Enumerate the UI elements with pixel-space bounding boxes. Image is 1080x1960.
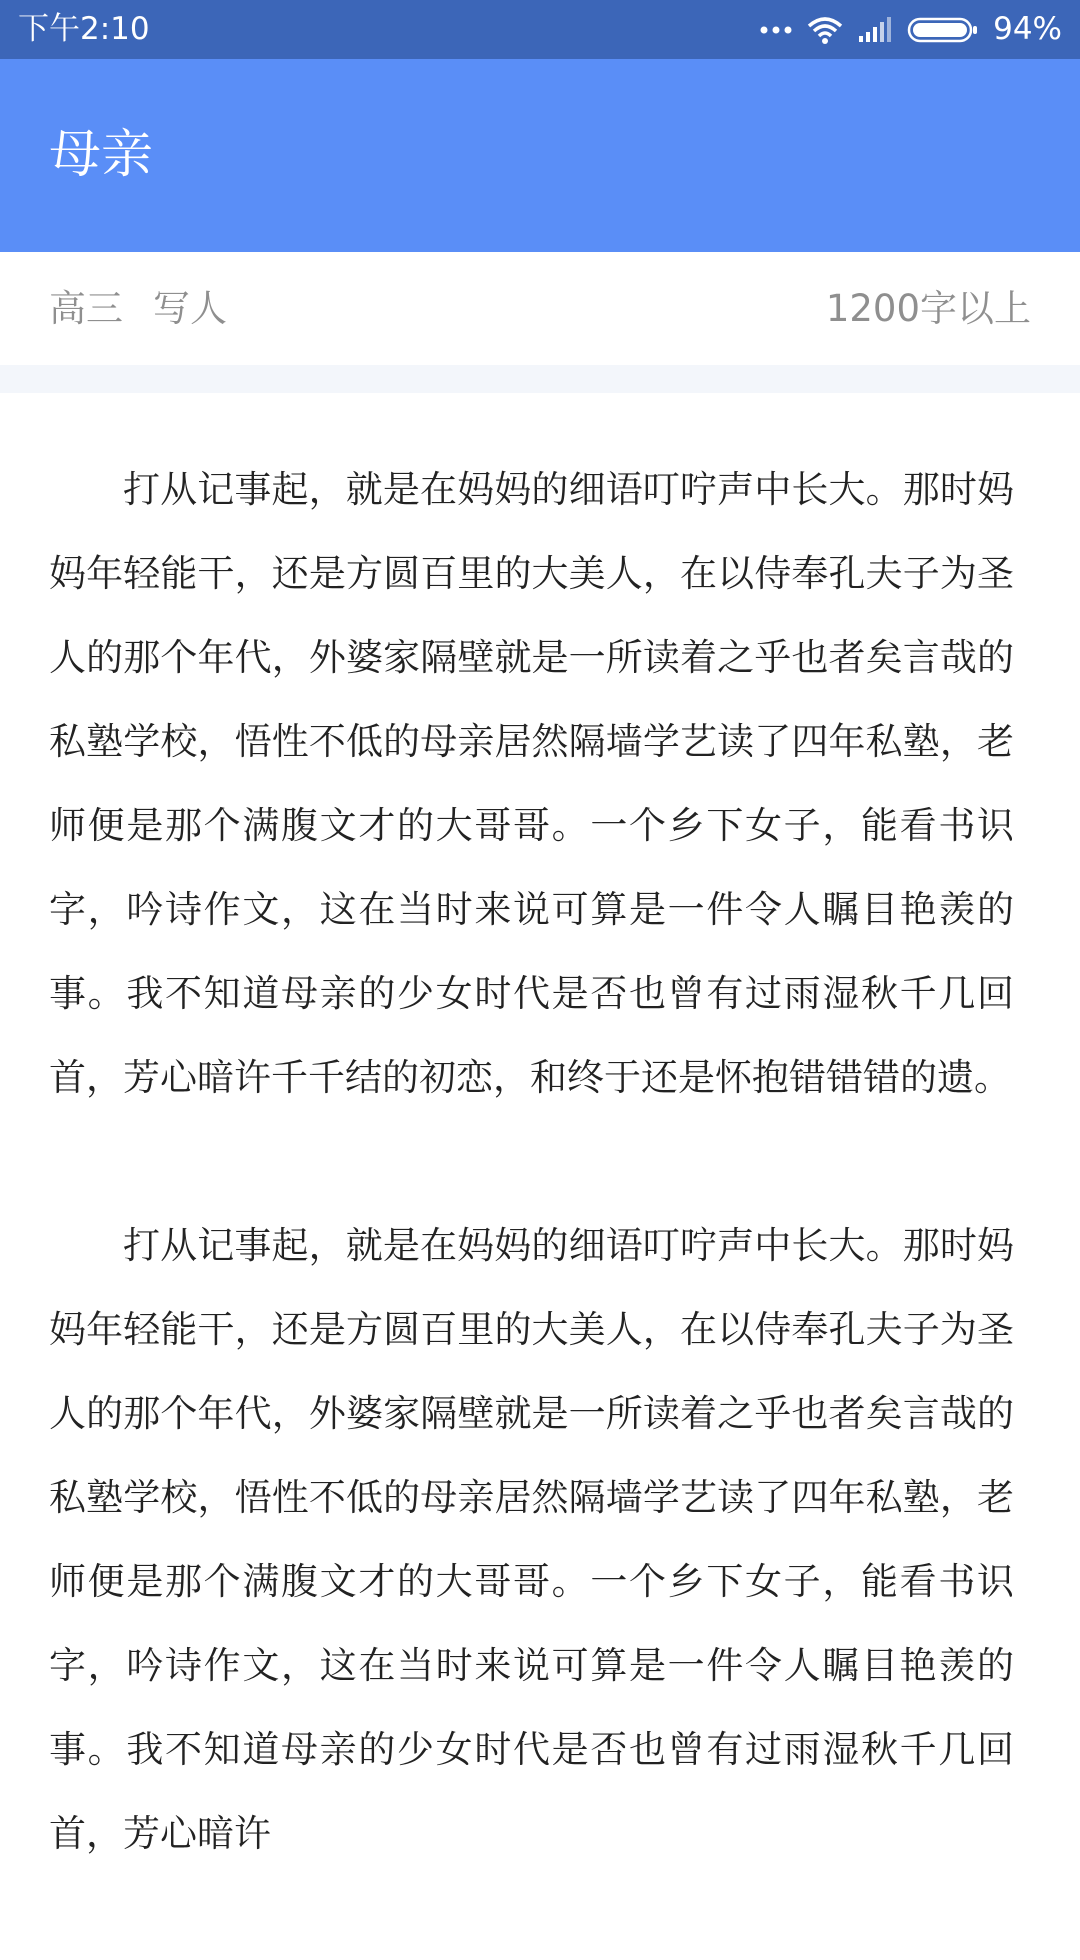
- page-title: 母亲: [49, 125, 154, 185]
- app-bar: [0, 59, 1080, 252]
- word-count-label: 1200字以上: [825, 287, 1031, 330]
- category-label: 写人: [153, 287, 227, 330]
- status-bar: [0, 0, 1080, 59]
- wifi-icon: [807, 16, 843, 44]
- battery-icon: [907, 16, 979, 44]
- signal-icon: [857, 16, 893, 44]
- article-meta: [0, 252, 1080, 365]
- status-time: 下午2:10: [18, 11, 150, 47]
- article-body: [49, 448, 1014, 1960]
- more-dots-icon: [759, 25, 793, 35]
- battery-percentage: 94%: [993, 11, 1062, 47]
- grade-label: 高三: [49, 287, 123, 330]
- paragraph: 打从记事起，就是在妈妈的细语叮咛声中长大。那时妈妈年轻能干，还是方圆百里的大美人，在以侍奉孔夫子为圣人的那个年代，外婆家隔壁就是一所读着之乎也者矣言哉的私塾学校，悟性不低的母亲居然隔墙学艺读了四年私塾，老师便是那个满腹文才的大哥哥。一个乡下女子，能看书识字，吟诗作文，这在当时来说可算是一件令人瞩目艳羡的事。我不知道母亲的少女时代是否也曾有过雨湿秋千几回首，芳心暗许: [49, 1224, 1014, 1855]
- divider: [0, 365, 1080, 393]
- paragraph: 打从记事起，就是在妈妈的细语叮咛声中长大。那时妈妈年轻能干，还是方圆百里的大美人，在以侍奉孔夫子为圣人的那个年代，外婆家隔壁就是一所读着之乎也者矣言哉的私塾学校，悟性不低的母亲居然隔墙学艺读了四年私塾，老师便是那个满腹文才的大哥哥。一个乡下女子，能看书识字，吟诗作文，这在当时来说可算是一件令人瞩目艳羡的事。我不知道母亲的少女时代是否也曾有过雨湿秋千几回首，芳心暗许千千结的初恋，和终于还是怀抱错错错的遗。: [49, 468, 1014, 1099]
- status-icons: [759, 0, 1062, 59]
- meta-tags: [49, 252, 227, 365]
